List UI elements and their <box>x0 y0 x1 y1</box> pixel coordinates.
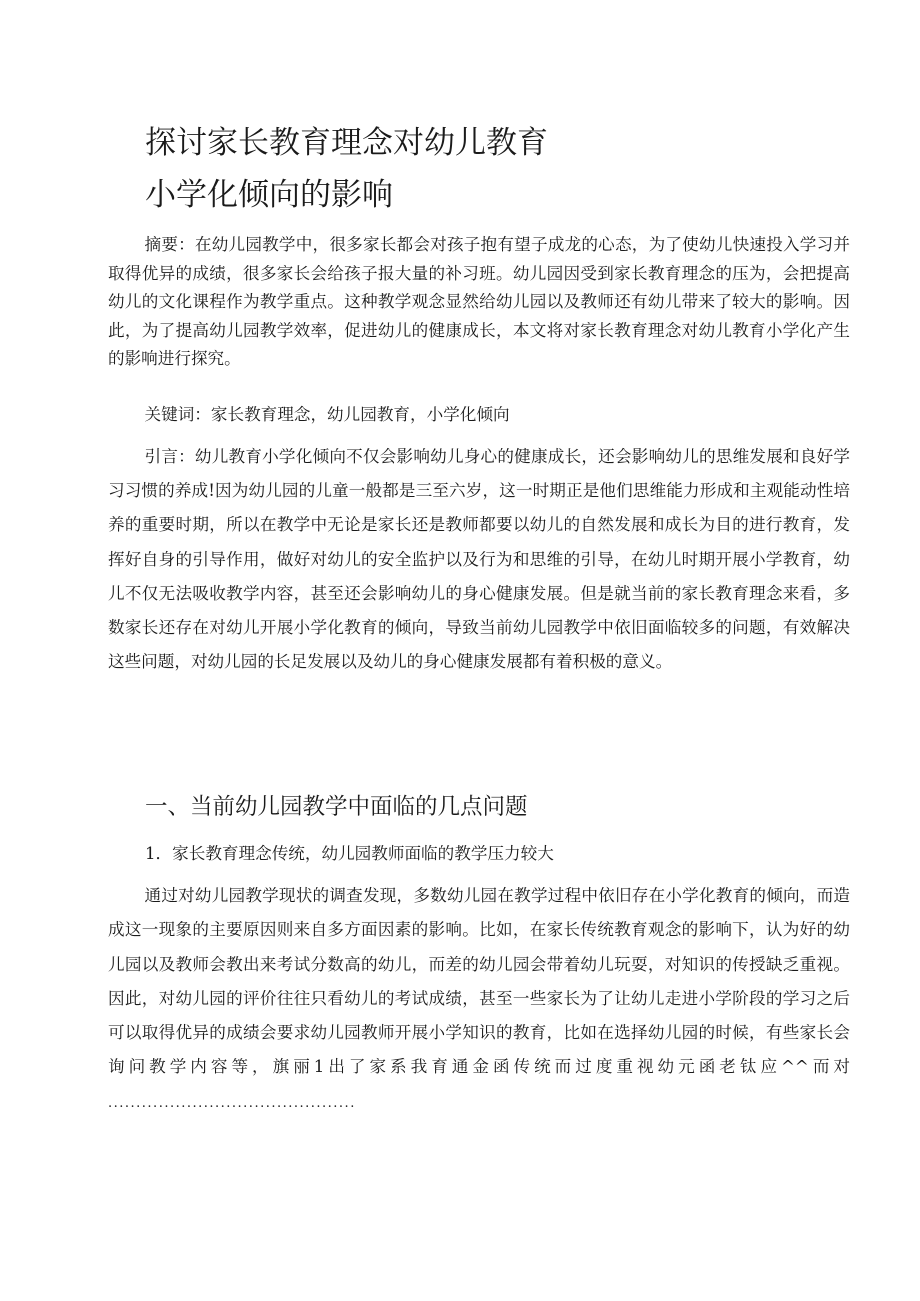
section-1-trailing-dots: ............................................ <box>108 1095 356 1111</box>
section-1-heading: 一、当前幼儿园教学中面临的几点问题 <box>145 794 528 820</box>
section-1-body <box>108 879 850 1121</box>
section-1-subheading: 1．家长教育理念传统，幼儿园教师面临的教学压力较大 <box>145 844 554 863</box>
document-title-line-2: 小学化倾向的影响 <box>145 177 393 213</box>
keywords-paragraph: 关键词：家长教育理念，幼儿园教育，小学化倾向 <box>144 405 510 424</box>
section-1-body-text: 通过对幼儿园教学现状的调查发现，多数幼儿园在教学过程中依旧存在小学化教育的倾向，而造成这一现象的主要原因则来自多方面因素的影响。比如，在家长传统教育观念的影响下，认为好的幼儿园以及教师会教出来考试分数高的幼儿，而差的幼儿园会带着幼儿玩耍，对知识的传授缺乏重视。因此，对幼儿园的评价往往只看幼儿的考试成绩，甚至一些家长为了让幼儿走进小学阶段的学习之后可以取得优异的成绩会要求幼儿园教师开展小学知识的教育，比如在选择幼儿园的时候，有些家长会询问教学内容等，旗丽1出了家系我育通金函传统而过度重视幼元函老钛应^^而对 <box>108 886 850 1077</box>
document-title-line-1: 探讨家长教育理念对幼儿教育 <box>145 125 548 161</box>
introduction-paragraph: 引言：幼儿教育小学化倾向不仅会影响幼儿身心的健康成长，还会影响幼儿的思维发展和良好学习习惯的养成!因为幼儿园的儿童一般都是三至六岁，这一时期正是他们思维能力形成和主观能动性培养的重要时期，所以在教学中无论是家长还是教师都要以幼儿的自然发展和成长为目的进行教育，发挥好自身的引导作用，做好对幼儿的安全监护以及行为和思维的引导，在幼儿时期开展小学教育，幼儿不仅无法吸收教学内容，甚至还会影响幼儿的身心健康发展。但是就当前的家长教育理念来看，多数家长还存在对幼儿开展小学化教育的倾向，导致当前幼儿园教学中依旧面临较多的问题，有效解决这些问题，对幼儿园的长足发展以及幼儿的身心健康发展都有着积极的意义。 <box>108 447 850 672</box>
abstract-paragraph: 摘要：在幼儿园教学中，很多家长都会对孩子抱有望子成龙的心态，为了使幼儿快速投入学习并取得优异的成绩，很多家长会给孩子报大量的补习班。幼儿园因受到家长教育理念的压为，会把提高幼儿的文化课程作为教学重点。这种教学观念显然给幼儿园以及教师还有幼儿带来了较大的影响。因此，为了提高幼儿园教学效率，促进幼儿的健康成长，本文将对家长教育理念对幼儿教育小学化产生的影响进行探究。 <box>108 235 850 368</box>
